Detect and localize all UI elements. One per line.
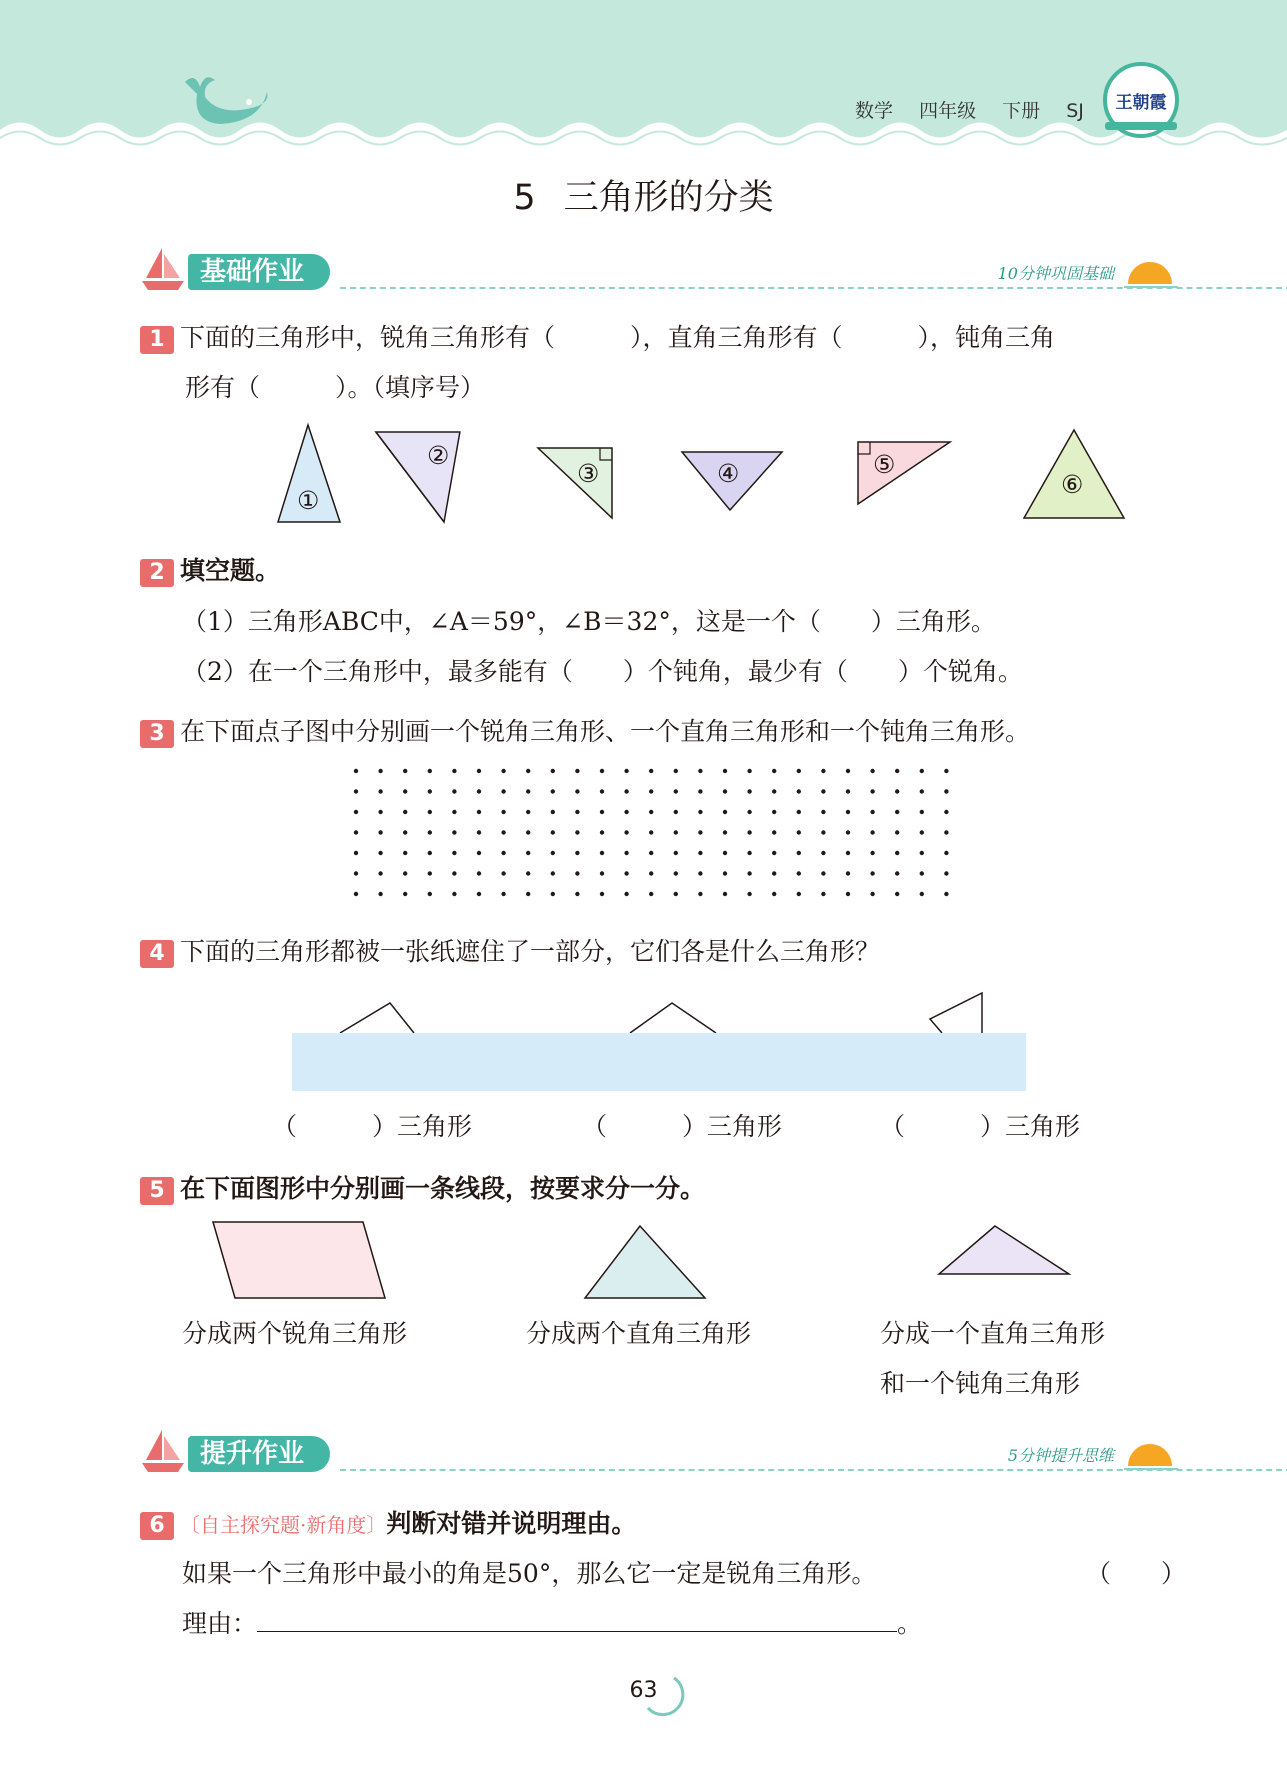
q3-number: 3 (140, 720, 174, 748)
grid-dot (772, 789, 776, 793)
grid-dot (624, 789, 628, 793)
grid-dot (649, 789, 653, 793)
grid-dot (674, 769, 678, 773)
covered-triangle-2 (630, 1003, 716, 1033)
grid-dot (600, 892, 604, 896)
grid-dot (723, 851, 727, 855)
q1-number: 1 (140, 326, 174, 354)
grid-dot (600, 769, 604, 773)
sailboat-icon (140, 246, 186, 292)
grid-dot (895, 892, 899, 896)
grid-dot (870, 871, 874, 875)
grid-dot (649, 810, 653, 814)
grid-dot (797, 830, 801, 834)
grid-dot (501, 789, 505, 793)
grid-dot (895, 789, 899, 793)
grid-dot (600, 830, 604, 834)
grid-dot (428, 789, 432, 793)
q6-tag: 〔自主探究题·新角度〕 (180, 1513, 387, 1537)
grid-dot (378, 789, 382, 793)
grid-dot (403, 769, 407, 773)
grid-dot (846, 810, 850, 814)
grid-dot (747, 851, 751, 855)
q4-line (140, 935, 880, 969)
q5-caption-3: 分成一个直角三角形 (880, 1319, 1106, 1348)
grid-dot (501, 830, 505, 834)
covered-triangle-1 (340, 1003, 414, 1033)
grid-dot (624, 810, 628, 814)
grid-dot (354, 871, 358, 875)
grid-dot (846, 892, 850, 896)
q3-text: 在下面点子图中分别画一个锐角三角形、一个直角三角形和一个钝角三角形。 (180, 717, 1031, 746)
grid-dot (354, 892, 358, 896)
sun-icon (1122, 256, 1180, 290)
grid-dot (575, 892, 579, 896)
grid-dot (797, 871, 801, 875)
grid-dot (920, 892, 924, 896)
grid-dot (674, 851, 678, 855)
q1-text: 下面的三角形中，锐角三角形有（ ），直角三角形有（ ），钝角三角 (180, 323, 1056, 352)
section-subtitle: 5分钟提升思维 (1007, 1446, 1114, 1465)
grid-dot (772, 851, 776, 855)
q6-statement: 如果一个三角形中最小的角是50°，那么它一定是锐角三角形。 (182, 1559, 877, 1588)
grid-dot (526, 789, 530, 793)
grid-dot (575, 810, 579, 814)
grid-dot (698, 892, 702, 896)
dot-grid[interactable] (350, 765, 970, 915)
q4-text: 下面的三角形都被一张纸遮住了一部分，它们各是什么三角形？ (180, 937, 881, 966)
q6-reason-end: 。 (897, 1609, 923, 1638)
grid-dot (477, 892, 481, 896)
grid-dot (772, 769, 776, 773)
grid-dot (649, 871, 653, 875)
grid-dot (501, 892, 505, 896)
grid-dot (403, 892, 407, 896)
grid-dot (895, 830, 899, 834)
q5-caption-2: 分成两个直角三角形 (526, 1319, 752, 1348)
grid-dot (698, 871, 702, 875)
triangle-label-5: ⑤ (873, 450, 896, 479)
section-label: 提升作业 (188, 1436, 330, 1472)
grid-dot (575, 789, 579, 793)
grid-dot (501, 871, 505, 875)
grid-dot (452, 830, 456, 834)
page-number: 63 (629, 1678, 658, 1703)
triangle-label-3: ③ (577, 459, 600, 488)
grid-dot (920, 810, 924, 814)
grid-dot (723, 892, 727, 896)
grid-dot (821, 769, 825, 773)
grid-dot (846, 851, 850, 855)
header-meta (855, 96, 1104, 123)
grid-dot (551, 769, 555, 773)
grid-dot (920, 851, 924, 855)
grid-dot (698, 851, 702, 855)
section-basic (140, 252, 1180, 292)
sailboat-icon (140, 1428, 186, 1474)
logo-ribbon (1105, 122, 1177, 130)
grid-dot (600, 851, 604, 855)
grid-dot (600, 789, 604, 793)
grid-dot (772, 830, 776, 834)
grid-dot (797, 851, 801, 855)
grid-dot (870, 810, 874, 814)
grid-dot (452, 892, 456, 896)
grid-dot (378, 769, 382, 773)
edition-label: SJ (1066, 100, 1084, 122)
grid-dot (723, 789, 727, 793)
grid-dot (575, 769, 579, 773)
lesson-title: 三角形的分类 (563, 178, 774, 218)
grid-dot (526, 769, 530, 773)
grid-dot (477, 830, 481, 834)
grid-dot (797, 769, 801, 773)
grid-dot (624, 892, 628, 896)
grid-dot (747, 871, 751, 875)
grid-dot (551, 810, 555, 814)
grid-dot (920, 871, 924, 875)
grid-dot (403, 851, 407, 855)
covered-triangle-3 (930, 993, 982, 1033)
q1-triangles (260, 420, 1140, 530)
grid-dot (378, 830, 382, 834)
grade-label: 四年级 (919, 100, 977, 122)
section-subtitle: 10分钟巩固基础 (997, 264, 1114, 283)
isosceles-triangle (585, 1226, 705, 1298)
grid-dot (649, 892, 653, 896)
q4-covered-triangles (290, 985, 1030, 1095)
grid-dot (354, 789, 358, 793)
brand-logo (1103, 62, 1179, 138)
grid-dot (624, 830, 628, 834)
grid-dot (772, 892, 776, 896)
grid-dot (378, 810, 382, 814)
grid-dot (354, 810, 358, 814)
grid-dot (797, 810, 801, 814)
q1-line1 (140, 321, 1055, 355)
grid-dot (526, 871, 530, 875)
grid-dot (723, 769, 727, 773)
triangle-label-1: ① (297, 486, 320, 515)
grid-dot (944, 769, 948, 773)
grid-dot (747, 769, 751, 773)
grid-dot (944, 789, 948, 793)
grid-dot (698, 830, 702, 834)
grid-dot (624, 769, 628, 773)
grid-dot (354, 851, 358, 855)
q4-number: 4 (140, 940, 174, 968)
grid-dot (772, 871, 776, 875)
grid-dot (895, 851, 899, 855)
grid-dot (551, 789, 555, 793)
grid-dot (551, 892, 555, 896)
q6-answer-bracket[interactable]: （ ） (1086, 1559, 1187, 1588)
grid-dot (895, 769, 899, 773)
parallelogram (213, 1222, 385, 1298)
q6-reason-row (182, 1607, 922, 1641)
grid-dot (723, 830, 727, 834)
grid-dot (551, 851, 555, 855)
triangle-label-4: ④ (717, 459, 740, 488)
grid-dot (354, 769, 358, 773)
sun-icon (1122, 1438, 1180, 1472)
grid-dot (870, 789, 874, 793)
grid-dot (624, 851, 628, 855)
q5-caption-4: 和一个钝角三角形 (880, 1369, 1081, 1398)
grid-dot (723, 871, 727, 875)
grid-dot (698, 810, 702, 814)
grid-dot (452, 789, 456, 793)
grid-dot (920, 789, 924, 793)
grid-dot (821, 810, 825, 814)
grid-dot (747, 789, 751, 793)
grid-dot (428, 810, 432, 814)
grid-dot (821, 871, 825, 875)
grid-dot (944, 871, 948, 875)
grid-dot (477, 810, 481, 814)
section-advanced (140, 1434, 1180, 1474)
grid-dot (452, 851, 456, 855)
section-label: 基础作业 (188, 254, 330, 290)
grid-dot (428, 830, 432, 834)
volume-label: 下册 (1002, 100, 1041, 122)
grid-dot (674, 871, 678, 875)
grid-dot (378, 851, 382, 855)
grid-dot (797, 892, 801, 896)
triangle-5 (858, 442, 950, 504)
obtuse-triangle (939, 1226, 1069, 1274)
q4-answer-1: （ ）三角形 (272, 1112, 473, 1141)
grid-dot (870, 830, 874, 834)
q5-text: 在下面图形中分别画一条线段，按要求分一分。 (180, 1174, 706, 1203)
grid-dot (403, 871, 407, 875)
grid-dot (526, 851, 530, 855)
grid-dot (698, 789, 702, 793)
grid-dot (428, 892, 432, 896)
grid-dot (403, 810, 407, 814)
grid-dot (944, 851, 948, 855)
grid-dot (674, 810, 678, 814)
grid-dot (846, 769, 850, 773)
q1-line2: 形有（ ）。（填序号） (185, 373, 486, 402)
grid-dot (920, 830, 924, 834)
grid-dot (797, 789, 801, 793)
grid-dot (846, 871, 850, 875)
grid-dot (452, 871, 456, 875)
grid-dot (649, 769, 653, 773)
grid-dot (600, 810, 604, 814)
triangle-label-6: ⑥ (1061, 470, 1084, 499)
q6-number: 6 (140, 1512, 174, 1540)
grid-dot (428, 871, 432, 875)
grid-dot (821, 851, 825, 855)
grid-dot (526, 830, 530, 834)
grid-dot (674, 789, 678, 793)
grid-dot (649, 830, 653, 834)
grid-dot (526, 892, 530, 896)
grid-dot (624, 871, 628, 875)
grid-dot (870, 892, 874, 896)
grid-dot (378, 892, 382, 896)
q5-caption-1: 分成两个锐角三角形 (182, 1319, 408, 1348)
grid-dot (477, 851, 481, 855)
subject-label: 数学 (855, 100, 894, 122)
grid-dot (378, 871, 382, 875)
grid-dot (600, 871, 604, 875)
grid-dot (723, 810, 727, 814)
grid-dot (452, 769, 456, 773)
grid-dot (551, 871, 555, 875)
q6-heading (140, 1507, 636, 1542)
grid-dot (428, 851, 432, 855)
page-title (0, 170, 1287, 220)
grid-dot (526, 810, 530, 814)
q3-line (140, 715, 1030, 749)
grid-dot (920, 769, 924, 773)
grid-dot (846, 789, 850, 793)
grid-dot (354, 830, 358, 834)
grid-dot (452, 810, 456, 814)
grid-dot (403, 830, 407, 834)
grid-dot (698, 769, 702, 773)
grid-dot (870, 851, 874, 855)
grid-dot (501, 851, 505, 855)
grid-dot (575, 830, 579, 834)
grid-dot (674, 830, 678, 834)
q2-heading-text: 填空题。 (180, 556, 281, 585)
q6-reason-label: 理由： (182, 1609, 258, 1638)
grid-dot (649, 851, 653, 855)
grid-dot (944, 810, 948, 814)
logo-text: 王朝霞 (1115, 93, 1167, 113)
whale-icon (175, 72, 275, 132)
grid-dot (846, 830, 850, 834)
grid-dot (944, 892, 948, 896)
grid-dot (477, 769, 481, 773)
q5-line (140, 1172, 705, 1206)
grid-dot (747, 810, 751, 814)
grid-dot (821, 789, 825, 793)
q2-heading (140, 554, 280, 588)
q6-reason-blank[interactable] (257, 1607, 897, 1632)
grid-dot (428, 769, 432, 773)
grid-dot (403, 789, 407, 793)
q2-item2: （2）在一个三角形中，最多能有（ ）个钝角，最少有（ ）个锐角。 (182, 657, 1023, 686)
grid-dot (747, 830, 751, 834)
q6-heading-text: 判断对错并说明理由。 (386, 1509, 637, 1538)
q4-answer-2: （ ）三角形 (582, 1112, 783, 1141)
grid-dot (501, 769, 505, 773)
cover-paper (292, 1033, 1026, 1091)
grid-dot (477, 789, 481, 793)
grid-dot (895, 871, 899, 875)
grid-dot (821, 830, 825, 834)
grid-dot (575, 871, 579, 875)
q2-item1: （1）三角形ABC中，∠A＝59°，∠B＝32°，这是一个（ ）三角形。 (182, 607, 996, 636)
triangle-3 (538, 448, 612, 518)
q2-number: 2 (140, 559, 174, 587)
grid-dot (674, 892, 678, 896)
grid-dot (575, 851, 579, 855)
q5-shapes (205, 1218, 1085, 1303)
grid-dot (772, 810, 776, 814)
lesson-number: 5 (513, 178, 536, 218)
grid-dot (501, 810, 505, 814)
triangle-label-2: ② (427, 441, 450, 470)
grid-dot (870, 769, 874, 773)
q5-number: 5 (140, 1177, 174, 1205)
grid-dot (747, 892, 751, 896)
grid-dot (895, 810, 899, 814)
q4-answer-3: （ ）三角形 (880, 1112, 1081, 1141)
grid-dot (944, 830, 948, 834)
grid-dot (477, 871, 481, 875)
grid-dot (551, 830, 555, 834)
grid-dot (821, 892, 825, 896)
